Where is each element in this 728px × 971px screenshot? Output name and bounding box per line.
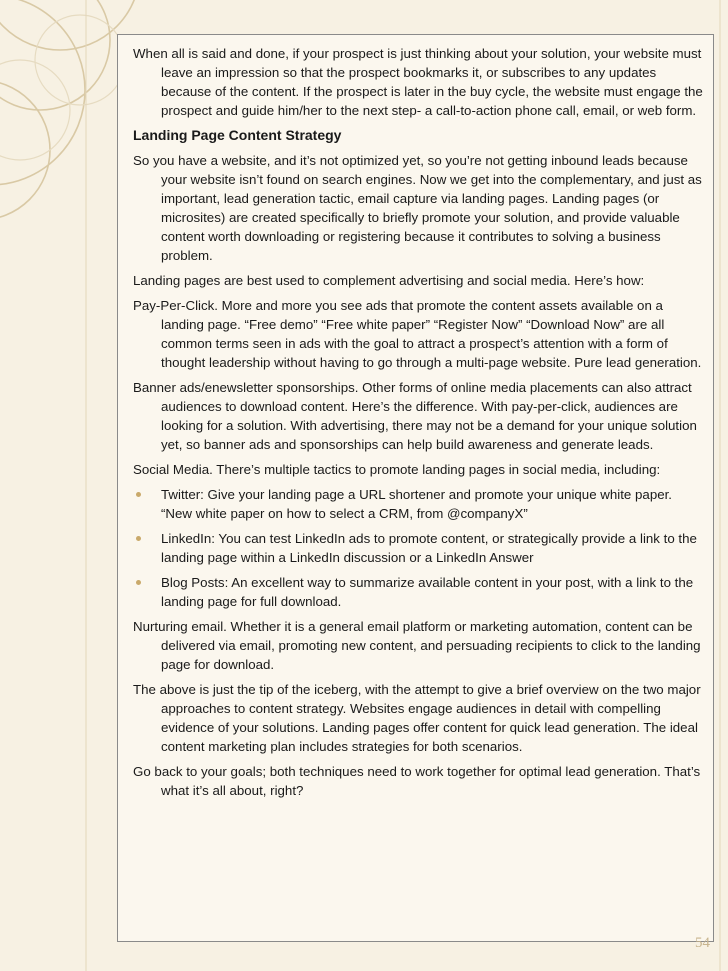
paragraph-banner-ads: Banner ads/enewsletter sponsorships. Other forms of online media placements can also attract audiences to download content. Here’s the difference. With pay-per-click, audiences are looking for a solution. With advertising, there may not be a demand for your unique solution yet, so banner ads and sponsorships can help build awareness and generate leads. (133, 380, 697, 452)
bullet-text: Twitter: Give your landing page a URL shortener and promote your unique white paper. “New white paper on how to select a CRM, from @companyX” (161, 487, 672, 521)
paragraph-nurturing-email: Nurturing email. Whether it is a general email platform or marketing automation, content can be delivered via email, promoting new content, and persuading recipients to click to the landing page for download. (133, 619, 701, 672)
bullet-text: LinkedIn: You can test LinkedIn ads to promote content, or strategically provide a link to the landing page within a LinkedIn discussion or a LinkedIn Answer (161, 531, 697, 565)
paragraph-tip-of-iceberg: The above is just the tip of the iceberg, with the attempt to give a brief overview on the two major approaches to content strategy. Websites engage audiences in detail with compelling evidence of your solutions. Landing pages offer content for quick lead generation. The ideal content marketing plan includes strategies for both scenarios. (133, 682, 701, 754)
ring-small (0, 80, 50, 220)
ring-large (0, 0, 85, 185)
document-body (133, 44, 705, 806)
bullet-dot-icon (136, 536, 141, 541)
bullet-item-twitter (133, 485, 705, 523)
bullet-dot-icon (136, 492, 141, 497)
page-number: 54 (695, 935, 710, 951)
paragraph-landing-pages-best-used: Landing pages are best used to complement advertising and social media. Here’s how: (133, 273, 645, 288)
bullet-item-blog-posts (133, 573, 705, 611)
section-heading: Landing Page Content Strategy (133, 127, 342, 143)
bullet-item-linkedin (133, 529, 705, 567)
bullet-dot-icon (136, 580, 141, 585)
bullet-text: Blog Posts: An excellent way to summarize available content in your post, with a link to the landing page for full download. (161, 575, 694, 609)
paragraph-pay-per-click: Pay-Per-Click. More and more you see ads that promote the content assets available on a landing page. “Free demo” “Free white paper” “Register Now” “Download Now” are all common terms seen in ads with the goal to attract a prospect’s attention with a form of thought leadership without having to go through a multi-page website. Pure lead generation. (133, 298, 702, 370)
paragraph-website-not-optimized: So you have a website, and it’s not optimized yet, so you’re not getting inbound leads because your website isn’t found on search engines. Now we get into the complementary, and just as important, lead generation tactic, email capture via landing pages. Landing pages (or microsites) are created specifically to briefly promote your solution, and provide valuable content worth downloading or registering because it contributes to solving a business problem. (133, 153, 702, 263)
paragraph-go-back-to-goals: Go back to your goals; both techniques need to work together for optimal lead generation. That’s what it’s all about, right? (133, 764, 701, 798)
intro-paragraph: When all is said and done, if your prospect is just thinking about your solution, your website must leave an impression so that the prospect bookmarks it, or subscribes to any updates because of the content. If the prospect is later in the buy cycle, the website must engage the prospect and guide him/her to the next step- a call-to-action phone call, email, or web form. (133, 46, 703, 118)
paragraph-social-media: Social Media. There’s multiple tactics to promote landing pages in social media, including: (133, 462, 661, 477)
